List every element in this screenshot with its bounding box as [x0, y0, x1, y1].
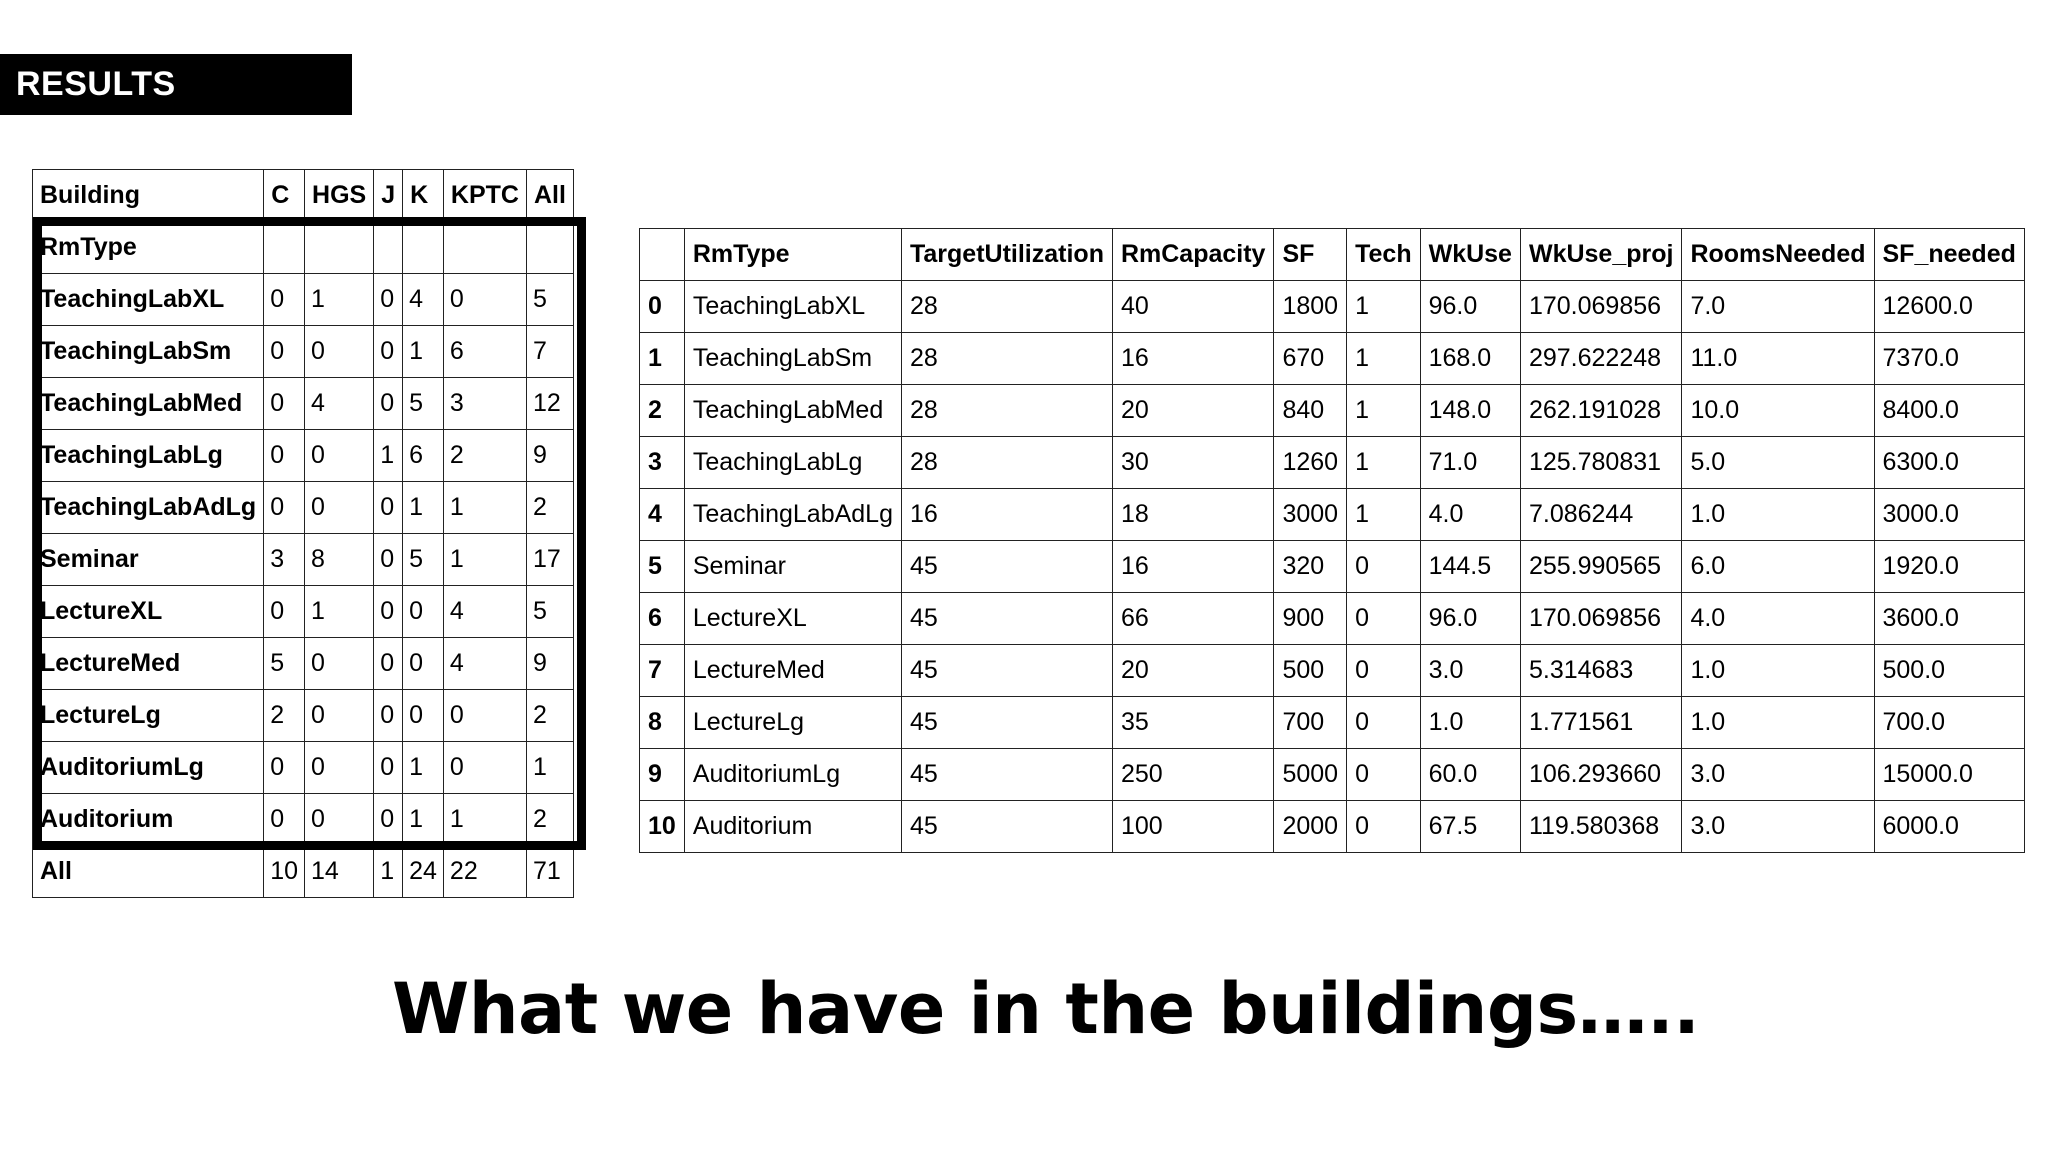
pivot-cell: 0 [443, 690, 526, 742]
frame-cell: 144.5 [1420, 541, 1520, 593]
pivot-row [33, 430, 574, 482]
pivot-row-label: LectureLg [33, 690, 264, 742]
pivot-cell: 2 [526, 794, 573, 846]
frame-row [640, 489, 2025, 541]
pivot-index-name: RmType [33, 222, 264, 274]
pivot-cell: 0 [403, 586, 444, 638]
results-banner: RESULTS [0, 54, 352, 115]
pivot-cell: 4 [305, 378, 374, 430]
frame-cell: 320 [1274, 541, 1347, 593]
pivot-cell: 0 [374, 794, 403, 846]
pivot-header-cell: HGS [305, 170, 374, 222]
frame-cell: 11.0 [1682, 333, 1874, 385]
pivot-cell: 0 [305, 742, 374, 794]
frame-cell: 96.0 [1420, 281, 1520, 333]
pivot-row-label: TeachingLabAdLg [33, 482, 264, 534]
pivot-cell: 1 [403, 742, 444, 794]
frame-header-cell: RoomsNeeded [1682, 229, 1874, 281]
frame-cell: 1 [1347, 437, 1421, 489]
pivot-row [33, 638, 574, 690]
pivot-header-cell: Building [33, 170, 264, 222]
frame-row [640, 333, 2025, 385]
pivot-cell: 0 [264, 742, 305, 794]
frame-row [640, 801, 2025, 853]
pivot-row-label: TeachingLabXL [33, 274, 264, 326]
frame-cell: 500 [1274, 645, 1347, 697]
frame-cell: 60.0 [1420, 749, 1520, 801]
frame-cell: 119.580368 [1520, 801, 1681, 853]
frame-cell: 28 [901, 333, 1112, 385]
pivot-cell: 0 [374, 274, 403, 326]
frame-cell: LectureMed [684, 645, 901, 697]
pivot-header-cell: All [526, 170, 573, 222]
empty-cell [374, 222, 403, 274]
frame-row [640, 541, 2025, 593]
frame-cell: 1800 [1274, 281, 1347, 333]
pivot-row [33, 742, 574, 794]
frame-cell: 1.0 [1682, 645, 1874, 697]
frame-cell: 16 [1112, 333, 1274, 385]
pivot-cell: 0 [264, 482, 305, 534]
pivot-total-cell: 10 [264, 846, 305, 898]
pivot-total-cell: 14 [305, 846, 374, 898]
pivot-cell: 6 [443, 326, 526, 378]
pivot-cell: 0 [403, 690, 444, 742]
frame-cell: 1.0 [1420, 697, 1520, 749]
slide-caption: What we have in the buildings….. [392, 968, 1700, 1050]
pivot-total-cell: 71 [526, 846, 573, 898]
pivot-row [33, 586, 574, 638]
frame-cell: 3000 [1274, 489, 1347, 541]
empty-cell [305, 222, 374, 274]
frame-header-cell: WkUse_proj [1520, 229, 1681, 281]
pivot-cell: 5 [264, 638, 305, 690]
frame-cell: 3.0 [1682, 801, 1874, 853]
pivot-row [33, 378, 574, 430]
frame-index-cell: 0 [640, 281, 685, 333]
pivot-header-cell: KPTC [443, 170, 526, 222]
frame-cell: 125.780831 [1520, 437, 1681, 489]
pivot-cell: 2 [264, 690, 305, 742]
frame-cell: 148.0 [1420, 385, 1520, 437]
frame-cell: 7.0 [1682, 281, 1874, 333]
frame-cell: 5.314683 [1520, 645, 1681, 697]
frame-index-cell: 7 [640, 645, 685, 697]
frame-index-cell: 10 [640, 801, 685, 853]
pivot-cell: 0 [305, 482, 374, 534]
frame-cell: 28 [901, 385, 1112, 437]
frame-cell: 1920.0 [1874, 541, 2024, 593]
frame-cell: 10.0 [1682, 385, 1874, 437]
frame-cell: 45 [901, 749, 1112, 801]
pivot-cell: 9 [526, 638, 573, 690]
pivot-cell: 0 [264, 378, 305, 430]
frame-header-cell: Tech [1347, 229, 1421, 281]
pivot-cell: 0 [374, 742, 403, 794]
frame-cell: 4.0 [1682, 593, 1874, 645]
frame-header-cell [640, 229, 685, 281]
frame-cell: Auditorium [684, 801, 901, 853]
pivot-row [33, 534, 574, 586]
frame-cell: 3600.0 [1874, 593, 2024, 645]
frame-index-cell: 2 [640, 385, 685, 437]
pivot-total-cell: 22 [443, 846, 526, 898]
frame-index-cell: 4 [640, 489, 685, 541]
pivot-cell: 0 [374, 326, 403, 378]
pivot-cell: 0 [264, 430, 305, 482]
frame-cell: 28 [901, 281, 1112, 333]
frame-cell: 3000.0 [1874, 489, 2024, 541]
frame-cell: 170.069856 [1520, 281, 1681, 333]
frame-cell: TeachingLabLg [684, 437, 901, 489]
frame-cell: 1.0 [1682, 697, 1874, 749]
frame-cell: 840 [1274, 385, 1347, 437]
pivot-cell: 0 [305, 794, 374, 846]
pivot-index-row [33, 222, 574, 274]
pivot-cell: 1 [403, 326, 444, 378]
frame-cell: 6000.0 [1874, 801, 2024, 853]
pivot-cell: 6 [403, 430, 444, 482]
frame-cell: 1.771561 [1520, 697, 1681, 749]
frame-cell: 2000 [1274, 801, 1347, 853]
frame-header-cell: WkUse [1420, 229, 1520, 281]
frame-index-cell: 6 [640, 593, 685, 645]
frame-cell: 28 [901, 437, 1112, 489]
empty-cell [264, 222, 305, 274]
empty-cell [443, 222, 526, 274]
frame-cell: 40 [1112, 281, 1274, 333]
frame-cell: 1 [1347, 333, 1421, 385]
frame-cell: 66 [1112, 593, 1274, 645]
frame-cell: 0 [1347, 645, 1421, 697]
frame-header-cell: RmCapacity [1112, 229, 1274, 281]
frame-cell: 8400.0 [1874, 385, 2024, 437]
frame-cell: 1 [1347, 385, 1421, 437]
pivot-cell: 0 [264, 274, 305, 326]
pivot-row-label: Auditorium [33, 794, 264, 846]
frame-header-cell: SF_needed [1874, 229, 2024, 281]
frame-cell: 1.0 [1682, 489, 1874, 541]
frame-header-cell: RmType [684, 229, 901, 281]
frame-index-cell: 5 [640, 541, 685, 593]
frame-cell: 20 [1112, 385, 1274, 437]
frame-cell: 45 [901, 541, 1112, 593]
frame-cell: 0 [1347, 697, 1421, 749]
frame-cell: 4.0 [1420, 489, 1520, 541]
pivot-cell: 0 [403, 638, 444, 690]
pivot-cell: 0 [374, 586, 403, 638]
pivot-cell: 2 [526, 690, 573, 742]
frame-cell: TeachingLabMed [684, 385, 901, 437]
pivot-header-cell: K [403, 170, 444, 222]
frame-cell: 1 [1347, 489, 1421, 541]
frame-cell: 45 [901, 801, 1112, 853]
pivot-row [33, 482, 574, 534]
pivot-cell: 0 [305, 430, 374, 482]
frame-cell: 500.0 [1874, 645, 2024, 697]
frame-cell: LectureXL [684, 593, 901, 645]
frame-index-cell: 9 [640, 749, 685, 801]
pivot-cell: 5 [526, 586, 573, 638]
pivot-cell: 0 [305, 690, 374, 742]
pivot-cell: 0 [264, 326, 305, 378]
pivot-cell: 0 [264, 586, 305, 638]
pivot-cell: 7 [526, 326, 573, 378]
pivot-cell: 1 [374, 430, 403, 482]
frame-cell: 700 [1274, 697, 1347, 749]
pivot-total-row [33, 846, 574, 898]
empty-cell [526, 222, 573, 274]
pivot-cell: 0 [305, 638, 374, 690]
frame-cell: 5000 [1274, 749, 1347, 801]
frame-row [640, 645, 2025, 697]
frame-header-row [640, 229, 2025, 281]
frame-cell: 262.191028 [1520, 385, 1681, 437]
frame-row [640, 697, 2025, 749]
frame-cell: 0 [1347, 593, 1421, 645]
frame-cell: TeachingLabSm [684, 333, 901, 385]
pivot-cell: 1 [403, 794, 444, 846]
frame-cell: 6.0 [1682, 541, 1874, 593]
frame-cell: 7.086244 [1520, 489, 1681, 541]
frame-cell: 45 [901, 593, 1112, 645]
pivot-cell: 0 [374, 378, 403, 430]
pivot-cell: 4 [403, 274, 444, 326]
pivot-row [33, 274, 574, 326]
frame-cell: 297.622248 [1520, 333, 1681, 385]
pivot-header-row [33, 170, 574, 222]
pivot-cell: 0 [443, 742, 526, 794]
frame-cell: 45 [901, 697, 1112, 749]
frame-cell: 0 [1347, 801, 1421, 853]
pivot-cell: 5 [403, 378, 444, 430]
pivot-cell: 1 [305, 274, 374, 326]
frame-cell: 250 [1112, 749, 1274, 801]
frame-cell: 5.0 [1682, 437, 1874, 489]
pivot-cell: 1 [443, 534, 526, 586]
pivot-cell: 0 [374, 482, 403, 534]
frame-row [640, 385, 2025, 437]
pivot-cell: 3 [264, 534, 305, 586]
frame-header-cell: SF [1274, 229, 1347, 281]
frame-cell: 255.990565 [1520, 541, 1681, 593]
frame-row [640, 593, 2025, 645]
frame-cell: 96.0 [1420, 593, 1520, 645]
pivot-cell: 1 [443, 482, 526, 534]
frame-cell: 700.0 [1874, 697, 2024, 749]
frame-cell: LectureLg [684, 697, 901, 749]
pivot-cell: 0 [264, 794, 305, 846]
pivot-cell: 17 [526, 534, 573, 586]
frame-cell: 0 [1347, 749, 1421, 801]
frame-cell: 30 [1112, 437, 1274, 489]
pivot-cell: 0 [374, 690, 403, 742]
frame-cell: 20 [1112, 645, 1274, 697]
pivot-row-label: AuditoriumLg [33, 742, 264, 794]
pivot-cell: 0 [305, 326, 374, 378]
frame-cell: 15000.0 [1874, 749, 2024, 801]
frame-cell: 100 [1112, 801, 1274, 853]
pivot-row [33, 326, 574, 378]
pivot-cell: 8 [305, 534, 374, 586]
empty-cell [403, 222, 444, 274]
frame-row [640, 437, 2025, 489]
frame-cell: TeachingLabAdLg [684, 489, 901, 541]
pivot-cell: 4 [443, 586, 526, 638]
pivot-cell: 1 [305, 586, 374, 638]
pivot-cell: 2 [443, 430, 526, 482]
frame-cell: 16 [901, 489, 1112, 541]
pivot-cell: 5 [403, 534, 444, 586]
pivot-cell: 9 [526, 430, 573, 482]
pivot-cell: 0 [374, 534, 403, 586]
frame-cell: Seminar [684, 541, 901, 593]
frame-cell: 0 [1347, 541, 1421, 593]
pivot-cell: 3 [443, 378, 526, 430]
frame-cell: 1260 [1274, 437, 1347, 489]
pivot-cell: 0 [443, 274, 526, 326]
frame-index-cell: 3 [640, 437, 685, 489]
pivot-total-label: All [33, 846, 264, 898]
frame-cell: 45 [901, 645, 1112, 697]
frame-cell: 3.0 [1420, 645, 1520, 697]
pivot-cell: 1 [443, 794, 526, 846]
frame-header-cell: TargetUtilization [901, 229, 1112, 281]
pivot-header-cell: J [374, 170, 403, 222]
building-pivot-table [32, 169, 574, 898]
frame-index-cell: 8 [640, 697, 685, 749]
frame-cell: 670 [1274, 333, 1347, 385]
pivot-cell: 4 [443, 638, 526, 690]
pivot-total-cell: 1 [374, 846, 403, 898]
frame-row [640, 749, 2025, 801]
pivot-row-label: TeachingLabSm [33, 326, 264, 378]
frame-cell: 12600.0 [1874, 281, 2024, 333]
pivot-total-cell: 24 [403, 846, 444, 898]
pivot-row [33, 690, 574, 742]
pivot-row-label: LectureXL [33, 586, 264, 638]
pivot-row-label: LectureMed [33, 638, 264, 690]
pivot-row-label: TeachingLabMed [33, 378, 264, 430]
frame-cell: 18 [1112, 489, 1274, 541]
frame-cell: AuditoriumLg [684, 749, 901, 801]
pivot-cell: 5 [526, 274, 573, 326]
pivot-cell: 0 [374, 638, 403, 690]
frame-cell: 900 [1274, 593, 1347, 645]
pivot-cell: 12 [526, 378, 573, 430]
frame-cell: 71.0 [1420, 437, 1520, 489]
pivot-row-label: Seminar [33, 534, 264, 586]
pivot-cell: 1 [526, 742, 573, 794]
frame-cell: 67.5 [1420, 801, 1520, 853]
frame-cell: 106.293660 [1520, 749, 1681, 801]
pivot-row-label: TeachingLabLg [33, 430, 264, 482]
frame-row [640, 281, 2025, 333]
rooms-needed-table [639, 228, 2025, 853]
pivot-header-cell: C [264, 170, 305, 222]
frame-cell: 3.0 [1682, 749, 1874, 801]
frame-cell: 170.069856 [1520, 593, 1681, 645]
pivot-row [33, 794, 574, 846]
frame-cell: 35 [1112, 697, 1274, 749]
frame-cell: 1 [1347, 281, 1421, 333]
frame-cell: 168.0 [1420, 333, 1520, 385]
frame-cell: 7370.0 [1874, 333, 2024, 385]
frame-cell: 6300.0 [1874, 437, 2024, 489]
pivot-cell: 1 [403, 482, 444, 534]
frame-index-cell: 1 [640, 333, 685, 385]
frame-cell: 16 [1112, 541, 1274, 593]
pivot-cell: 2 [526, 482, 573, 534]
frame-cell: TeachingLabXL [684, 281, 901, 333]
